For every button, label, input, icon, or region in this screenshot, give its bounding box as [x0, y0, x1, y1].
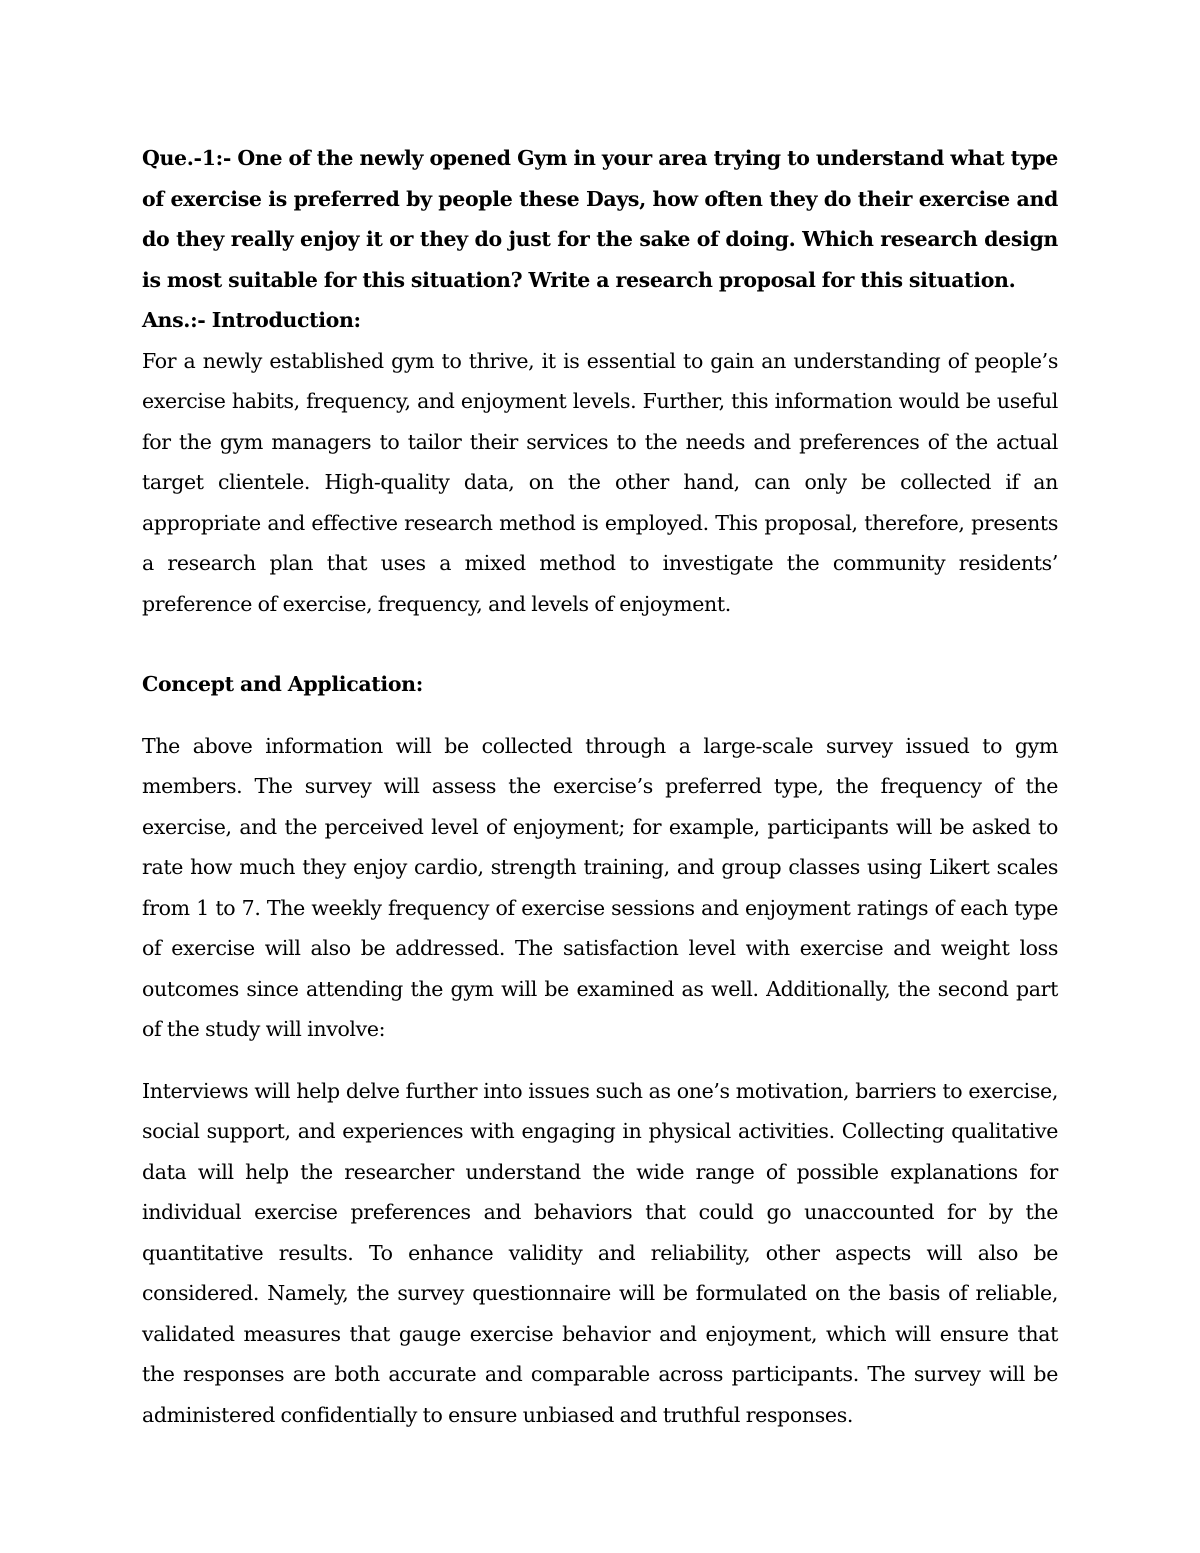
question-label: Que.-1:- [142, 146, 231, 170]
concept-paragraph-2: Interviews will help delve further into issues such as one’s motivation, barriers to exercise, social support, and experiences with engaging in physical activities. Collecting qualitative data will help the researcher understand the wide range of possible explanations for individual exercise preferences and behaviors that could go unaccounted for by the quantitative results. To enhance validity and reliability, other aspects will also be considered. Namely, the survey questionnaire will be formulated on the basis of reliable, validated measures that gauge exercise behavior and enjoyment, which will ensure that the responses are both accurate and comparable across participants. The survey will be administered confidentially to ensure unbiased and truthful responses. [142, 1078, 1058, 1427]
question-text [142, 138, 1058, 300]
answer-heading [142, 300, 1058, 341]
answer-label: Ans.:- [142, 308, 206, 332]
introduction-paragraph: For a newly established gym to thrive, it is essential to gain an understanding of people’s exercise habits, frequency, and enjoyment levels. Further, this information would be useful for the gym managers to tailor their services to the needs and preferences of the actual target clientele. High-quality data, on the other hand, can only be collected if an appropriate and effective research method is employed. This proposal, therefore, presents a research plan that uses a mixed method to investigate the community residents’ preference of exercise, frequency, and levels of enjoyment. [142, 348, 1058, 616]
document-page [142, 138, 1058, 1435]
concept-paragraph-1: The above information will be collected through a large-scale survey issued to gym members. The survey will assess the exercise’s preferred type, the frequency of the exercise, and the perceived level of enjoyment; for example, participants will be asked to rate how much they enjoy cardio, strength training, and group classes using Likert scales from 1 to 7. The weekly frequency of exercise sessions and enjoyment ratings of each type of exercise will also be addressed. The satisfaction level with exercise and weight loss outcomes since attending the gym will be examined as well. Additionally, the second part of the study will involve: [142, 733, 1058, 1041]
introduction-heading: Introduction: [211, 308, 361, 332]
question-body: One of the newly opened Gym in your area trying to understand what type of exercise is preferred by people these Days, how often they do their exercise and do they really enjoy it or they do just for the sake of doing. Which research design is most suitable for this situation? Write a research proposal for this situation. [142, 146, 1058, 292]
concept-heading: Concept and Application: [142, 672, 423, 696]
